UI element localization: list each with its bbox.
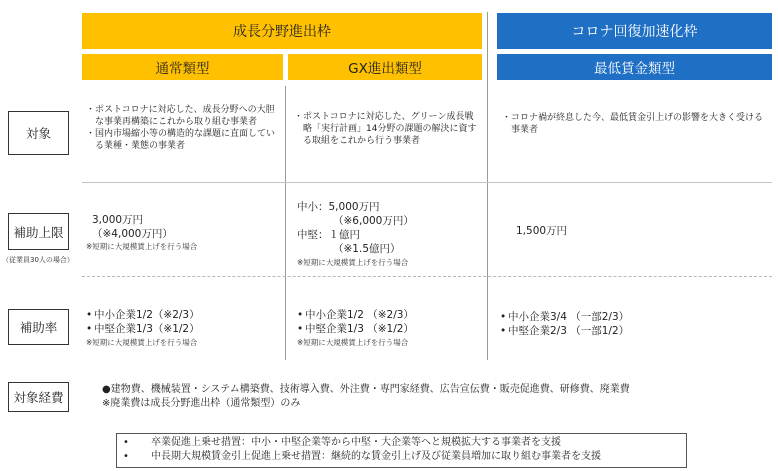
rate-label-box — [8, 309, 69, 345]
rate-label: 補助率 — [19, 320, 58, 335]
target-normal — [86, 104, 278, 152]
list-item: • 中小企業3/4 （一部2/3） — [500, 311, 630, 323]
limit-label-note: （従業員30人の場合） — [2, 256, 74, 264]
limit-gx-note: ※短期に大規模賃上げを行う場合 — [297, 258, 409, 267]
rate-gx — [297, 308, 483, 336]
list-item: ・ 国内市場縮小等の構造的な課題に直面している業種・業態の事業者 — [86, 129, 276, 151]
corona-header — [497, 13, 772, 49]
expenses-label-box — [8, 382, 69, 412]
target-minwage — [502, 112, 772, 136]
rate-normal-note: ※短期に大規模賃上げを行う場合 — [86, 338, 198, 347]
row-divider-2 — [82, 276, 772, 277]
limit-gx-sme: 中小：5,000万円 — [297, 201, 380, 213]
gx-subheader-label: GX進出類型 — [348, 61, 422, 77]
list-item: • 卒業促進上乗せ措置：中小・中堅企業等から中堅・大企業等へと規模拡大する事業者を支援 — [123, 437, 561, 448]
limit-normal-amount-alt: （※4,000万円） — [92, 228, 173, 240]
list-item: ・ ポストコロナに対応した、グリーン成長戦略「実行計画」14分野の課題の解決に資する取組をこれから行う事業者 — [294, 112, 477, 146]
limit-normal-amount: 3,000万円 — [92, 214, 144, 226]
column-divider-2 — [487, 12, 488, 360]
rate-gx-note: ※短期に大規模賃上げを行う場合 — [297, 338, 409, 347]
list-item: • 中堅企業2/3 （一部1/2） — [500, 325, 630, 337]
row-divider-1 — [82, 182, 772, 183]
growth-header-label: 成長分野進出枠 — [233, 24, 331, 40]
target-gx — [294, 111, 482, 147]
rate-normal — [86, 308, 282, 336]
minwage-subheader — [497, 54, 772, 80]
expenses-text — [102, 383, 772, 411]
minwage-subheader-label: 最低賃金類型 — [594, 61, 675, 77]
gx-subheader — [288, 54, 482, 80]
list-item: • 中長期大規模賃金引上促進上乗せ措置：継続的な賃金引上げ及び従業員増加に取り組む事業者を支援 — [123, 451, 601, 462]
list-item: • 中小企業1/2（※2/3） — [86, 309, 200, 321]
column-divider-1 — [285, 86, 286, 360]
limit-normal — [92, 213, 282, 241]
rate-minwage — [500, 310, 770, 338]
limit-label: 補助上限 — [13, 224, 64, 240]
limit-gx-sme-alt: （※6,000万円） — [333, 215, 414, 227]
limit-gx-mid-alt: （※1.5億円） — [333, 243, 401, 255]
expenses-label: 対象経費 — [13, 390, 64, 405]
bonus-measures-box — [116, 433, 687, 468]
list-item: • 中堅企業1/3 （※1/2） — [297, 323, 414, 335]
expenses-note: ※廃業費は成長分野進出枠（通常類型）のみ — [102, 398, 301, 409]
limit-label-box — [8, 213, 69, 250]
growth-header — [82, 13, 482, 49]
expenses-list: ●建物費、機械装置・システム構築費、技術導入費、外注費・専門家経費、広告宣伝費・販売促進費、研修費、廃業費 — [102, 384, 630, 395]
list-item: • 中小企業1/2 （※2/3） — [297, 309, 414, 321]
limit-normal-note: ※短期に大規模賃上げを行う場合 — [86, 242, 198, 251]
normal-subheader — [82, 54, 283, 80]
list-item: ・ ポストコロナに対応した、成長分野への大胆な事業再構築にこれから取り組む事業者 — [86, 105, 275, 127]
corona-header-label: コロナ回復加速化枠 — [571, 24, 698, 40]
limit-gx — [297, 200, 483, 256]
list-item: ・ コロナ禍が終息した今、最低賃金引上げの影響を大きく受ける事業者 — [502, 113, 764, 135]
limit-gx-mid: 中堅：１億円 — [297, 229, 360, 241]
target-label: 対象 — [25, 126, 51, 141]
limit-minwage: 1,500万円 — [516, 225, 568, 237]
list-item: • 中堅企業1/3（※1/2） — [86, 323, 200, 335]
target-label-box — [8, 111, 69, 155]
normal-subheader-label: 通常類型 — [155, 61, 210, 77]
